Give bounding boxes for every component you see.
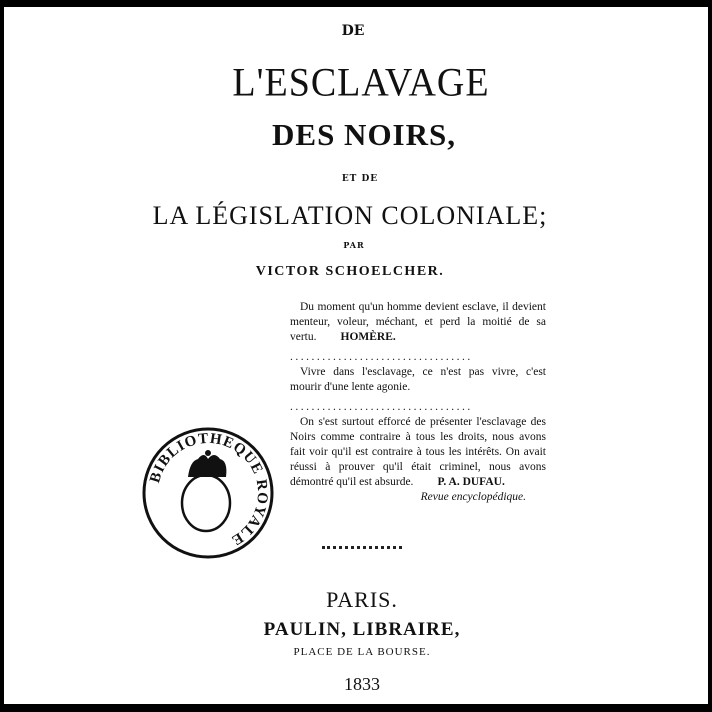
title-line-1: L'ESCLAVAGE (232, 60, 490, 106)
library-stamp-icon (140, 425, 276, 561)
title-line-2: DES NOIRS, (272, 117, 456, 152)
epigraph-source: P. A. DUFAU. (437, 476, 505, 488)
title-page (4, 7, 708, 704)
title-et-de: ET DE (341, 174, 379, 184)
imprint-address: PLACE DE LA BOURSE. (293, 646, 431, 658)
epigraph-publication: Revue encyclopédique. (420, 491, 526, 503)
imprint-year: 1833 (344, 674, 380, 694)
imprint-city: PARIS. (326, 587, 398, 612)
epigraph-3 (290, 415, 546, 490)
par-label: PAR (343, 240, 365, 250)
epigraph-2: Vivre dans l'esclavage, ce n'est pas vivre, c'est mourir d'une lente agonie. (290, 366, 546, 393)
divider-dots: .................................. (290, 351, 473, 363)
ornament-divider (322, 546, 402, 553)
svg-text:BIBLIOTHEQUE ROYALE: BIBLIOTHEQUE ROYALE (147, 430, 271, 549)
imprint-publisher: PAULIN, LIBRAIRE, (263, 619, 461, 640)
epigraph-source: HOMÈRE. (340, 331, 396, 343)
epigraphs (290, 300, 546, 505)
title-line-3: LA LÉGISLATION COLONIALE; (152, 201, 548, 230)
epigraph-text: Du moment qu'un homme devient esclave, il devient menteur, voleur, méchant, et perd la moitié de sa vertu. (290, 301, 546, 343)
title-de: DE (341, 23, 365, 39)
epigraph-text: On s'est surtout efforcé de présenter l'esclavage des Noirs comme contraire à tous les droits, nous avons fait voir qu'il est contraire à tous les intérêts. On avait réussi à prouver qu'il était criminel, nous avons démontré qu'il est absurde. (290, 416, 546, 488)
divider-dots: .................................. (290, 401, 473, 413)
author: VICTOR SCHOELCHER. (255, 264, 445, 279)
epigraph-1 (290, 300, 546, 345)
